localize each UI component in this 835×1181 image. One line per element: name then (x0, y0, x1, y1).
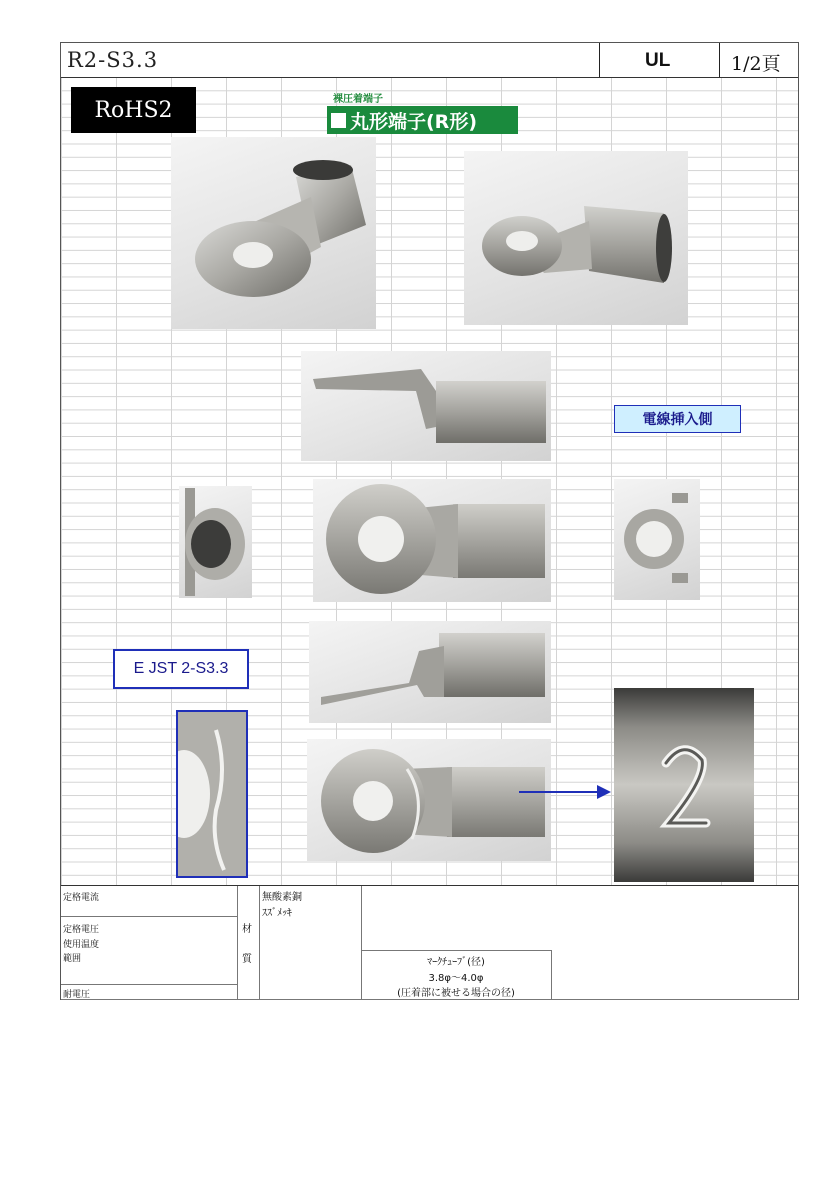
marking-closeup-frame (176, 710, 248, 878)
table-divider (61, 916, 237, 917)
part-code: R2-S3.3 (67, 48, 159, 72)
wire-insertion-side-label: 電線挿入側 (614, 405, 741, 433)
square-icon (331, 113, 346, 128)
certification-label: UL (645, 50, 671, 71)
terminal-photo-side-2 (309, 621, 551, 723)
crimp-mark-photo (614, 688, 754, 882)
terminal-photo-front (614, 479, 700, 600)
table-divider (259, 886, 260, 1000)
terminal-photo-marking (307, 739, 551, 861)
ring-terminal-image (307, 739, 551, 861)
table-divider (551, 950, 552, 1000)
ring-terminal-image (309, 621, 551, 723)
terminal-photo-top (313, 479, 551, 602)
spec-table (61, 885, 798, 1000)
header-divider (719, 43, 720, 77)
table-divider (61, 984, 237, 985)
crimp-mark-image (614, 688, 754, 882)
material-2: ｽｽﾞﾒｯｷ (262, 908, 292, 919)
rated-current-label: 定格電流 (63, 893, 100, 903)
ring-terminal-image (301, 351, 551, 461)
material-label-2: 質 (242, 954, 252, 965)
rated-voltage-label: 定格電圧 (63, 925, 100, 935)
ring-terminal-image (179, 486, 252, 598)
category-title: 丸形端子(R形) (350, 110, 477, 133)
ring-terminal-image (614, 479, 700, 600)
material-label-1: 材 (242, 924, 252, 935)
header-row (61, 43, 798, 78)
arrow-icon (519, 784, 611, 800)
mark-tube-value: 3.8φ～4.0φ (428, 973, 484, 984)
mark-tube-note: (圧着部に被せる場合の径) (397, 988, 515, 999)
table-divider (237, 886, 238, 1000)
table-divider (61, 999, 798, 1000)
category-banner (327, 106, 518, 134)
operating-temp-label: 使用温度 (63, 940, 100, 950)
range-label: 範囲 (63, 954, 82, 964)
category-subtitle: 裸圧着端子 (333, 94, 383, 105)
page-number: 1/2頁 (731, 53, 781, 75)
table-divider (361, 950, 551, 951)
withstand-voltage-label: 耐電圧 (63, 990, 91, 1000)
ring-terminal-image (464, 151, 688, 325)
terminal-photo-perspective-right (464, 151, 688, 325)
terminal-photo-end-view (179, 486, 252, 598)
ring-terminal-image (171, 137, 376, 329)
spec-sheet (60, 42, 799, 1000)
ring-terminal-image (313, 479, 551, 602)
terminal-photo-side (301, 351, 551, 461)
terminal-photo-perspective-left (171, 137, 376, 329)
rohs-badge: RoHS2 (71, 87, 196, 133)
material-1: 無酸素銅 (262, 892, 302, 903)
marking-text-label: E JST 2-S3.3 (113, 649, 249, 689)
mark-tube-label: ﾏｰｸﾁｭｰﾌﾞ(径) (427, 957, 485, 968)
header-divider (599, 43, 600, 77)
